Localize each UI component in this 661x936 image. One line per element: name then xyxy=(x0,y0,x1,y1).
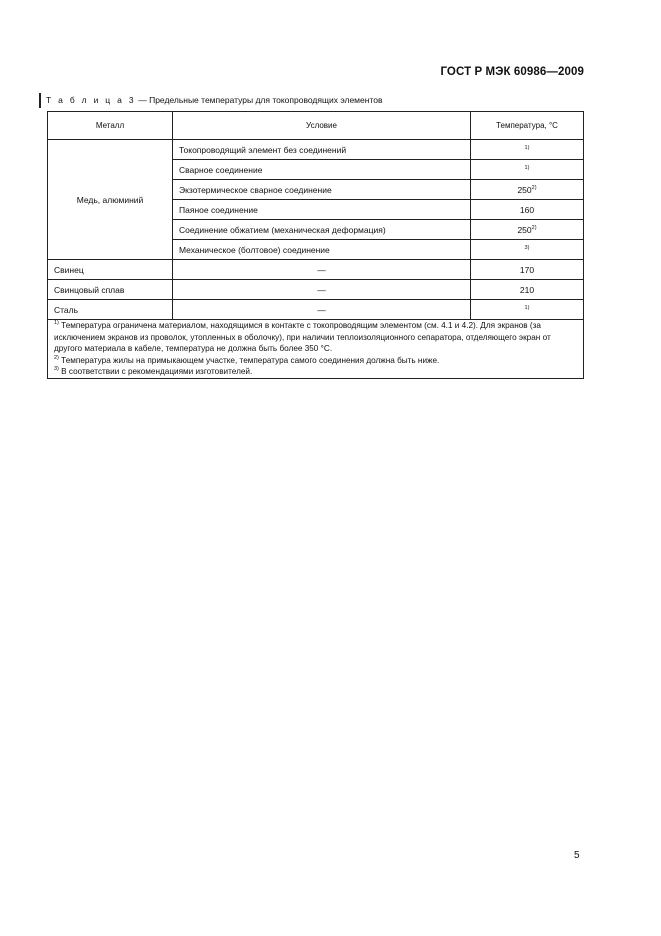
footnote-ref: 1) xyxy=(524,144,530,151)
condition-cell: — xyxy=(173,260,471,280)
condition-cell: Экзотермическое сварное соединение xyxy=(173,180,471,200)
temperature-cell xyxy=(471,240,584,260)
footnote-mark: 1) xyxy=(54,320,59,326)
temperature-table xyxy=(47,111,584,379)
footnote xyxy=(54,366,577,378)
condition-cell: Механическое (болтовое) соединение xyxy=(173,240,471,260)
footnote-ref: 2) xyxy=(531,184,537,191)
temperature-value: 250 xyxy=(517,224,532,235)
footnote-ref: 1) xyxy=(524,304,530,311)
condition-cell: Паяное соединение xyxy=(173,200,471,220)
table-row xyxy=(48,260,584,280)
footnote-ref: 3) xyxy=(524,244,530,251)
temperature-cell xyxy=(471,180,584,200)
table-header-row xyxy=(48,112,584,140)
table-row xyxy=(48,280,584,300)
table-row xyxy=(48,140,584,160)
table-notes xyxy=(48,320,584,379)
footnote xyxy=(54,320,577,355)
condition-cell: — xyxy=(173,300,471,320)
temperature-cell xyxy=(471,220,584,240)
footnote-text: Температура жилы на примыкающем участке, температура самого соединения должна быть ниже. xyxy=(58,355,440,365)
footnote-ref: 1) xyxy=(524,164,530,171)
metal-cell: Сталь xyxy=(48,300,173,320)
temperature-cell xyxy=(471,260,584,280)
temperature-cell xyxy=(471,280,584,300)
condition-cell: — xyxy=(173,280,471,300)
temperature-cell xyxy=(471,160,584,180)
metal-cell: Свинец xyxy=(48,260,173,280)
metal-cell: Свинцовый сплав xyxy=(48,280,173,300)
temperature-value: 170 xyxy=(519,264,535,275)
column-header-temperature: Температура, °С xyxy=(471,112,584,140)
table-caption xyxy=(46,95,382,105)
footnote-text: В соответствии с рекомендациями изготовителей. xyxy=(58,367,253,377)
table-row xyxy=(48,300,584,320)
temperature-cell xyxy=(471,200,584,220)
footnote xyxy=(54,355,577,367)
condition-cell: Токопроводящий элемент без соединений xyxy=(173,140,471,160)
notes-row xyxy=(48,320,584,379)
footnote-text: Температура ограничена материалом, находящимся в контакте с токопроводящим элементом (см. 4.1 и 4.2). Для экранов (за исключением экранов из проволок, утопленных в оболочку), при наличии теплоизоляционного сепаратора, отделяющего экран от другого материала в кабеле, температура не должна быть более 350 °С. xyxy=(54,321,551,354)
page-number: 5 xyxy=(574,850,580,861)
document-code: ГОСТ Р МЭК 60986—2009 xyxy=(440,66,584,78)
condition-cell: Сварное соединение xyxy=(173,160,471,180)
metal-cell: Медь, алюминий xyxy=(48,140,173,260)
temperature-value: 210 xyxy=(519,284,535,295)
temperature-value: 250 xyxy=(517,184,532,195)
footnote-ref: 2) xyxy=(531,224,537,231)
table-caption-prefix: Т а б л и ц а 3 xyxy=(46,95,136,105)
temperature-value: 160 xyxy=(519,204,535,215)
temperature-cell xyxy=(471,140,584,160)
temperature-cell xyxy=(471,300,584,320)
condition-cell: Соединение обжатием (механическая деформация) xyxy=(173,220,471,240)
footnote-mark: 2) xyxy=(54,354,59,361)
column-header-condition: Условие xyxy=(173,112,471,140)
revision-bar xyxy=(39,93,41,108)
column-header-metal: Металл xyxy=(48,112,173,140)
table-caption-title: — Предельные температуры для токопроводящих элементов xyxy=(135,95,383,105)
footnote-mark: 3) xyxy=(54,366,59,373)
